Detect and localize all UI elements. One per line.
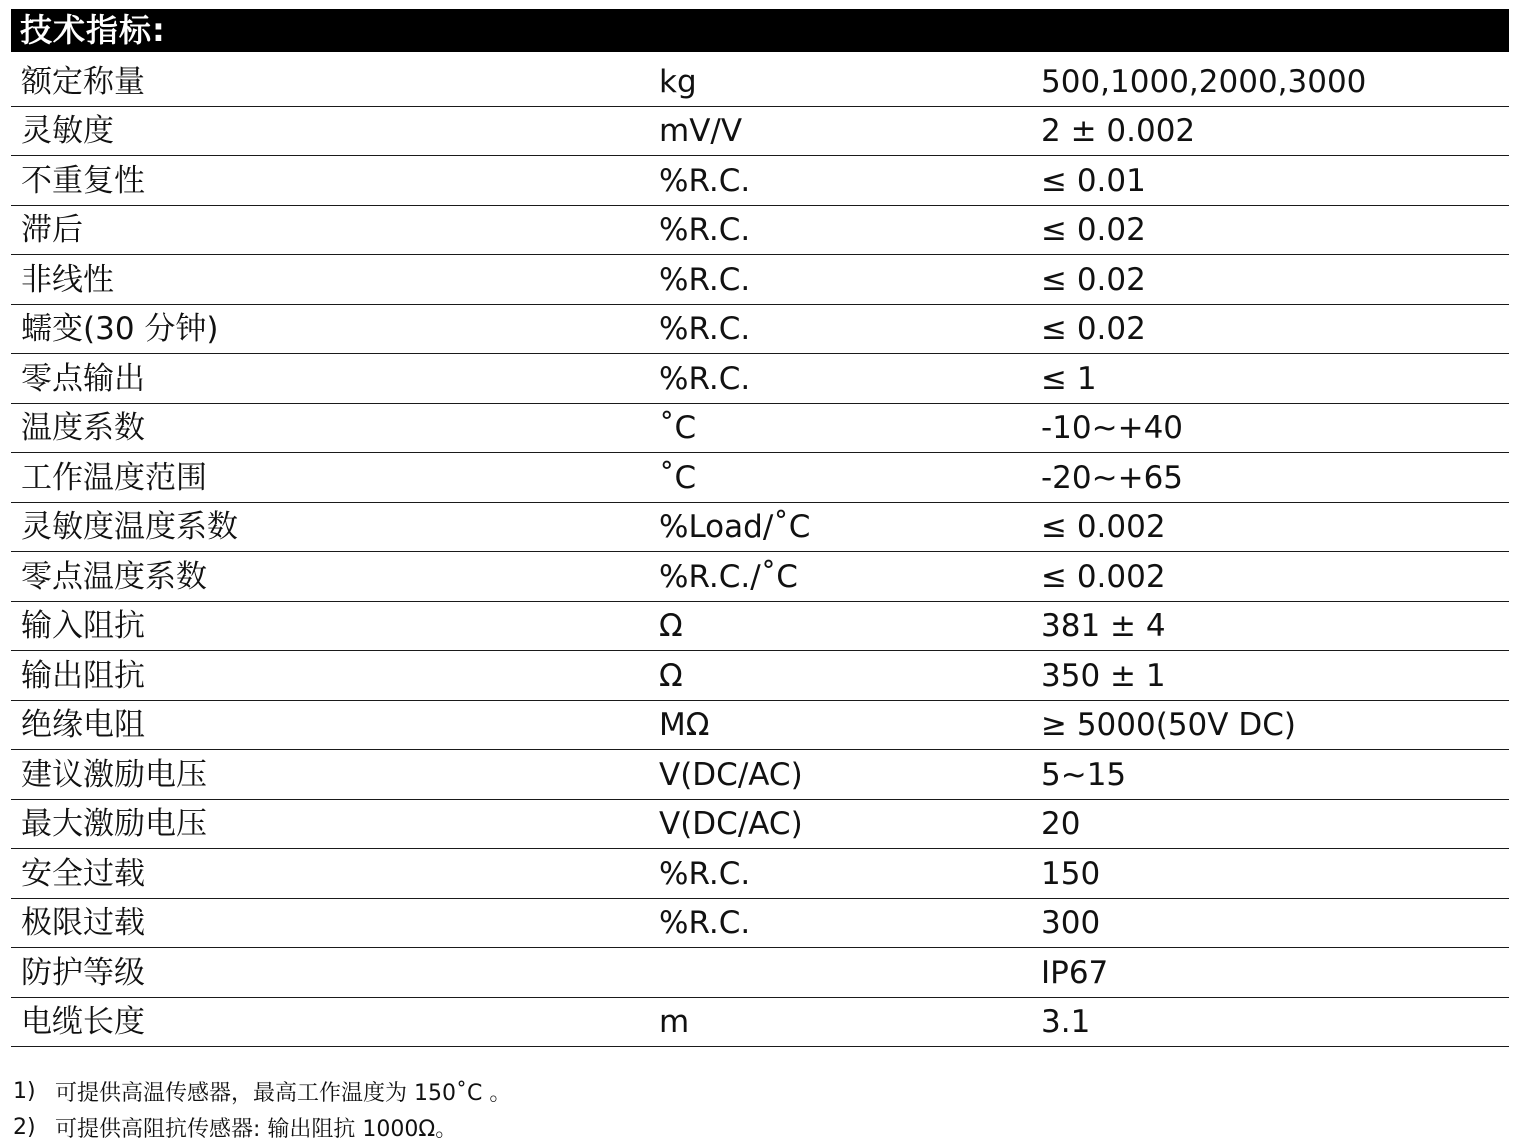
table-row	[11, 255, 1509, 305]
spec-value: 20	[1041, 806, 1081, 843]
spec-unit: %Load/˚C	[659, 509, 811, 546]
spec-unit: mV/V	[659, 113, 743, 150]
footnote-text: 可提供高温传感器，最高工作温度为 150˚C 。	[55, 1080, 512, 1106]
spec-name: 蠕变(30 分钟)	[21, 311, 219, 348]
footnote	[13, 1109, 1413, 1145]
spec-name: 滞后	[21, 212, 83, 249]
spec-name: 灵敏度	[21, 113, 114, 150]
table-row	[11, 107, 1509, 157]
table-row	[11, 156, 1509, 206]
table-row	[11, 899, 1509, 949]
spec-name: 零点温度系数	[21, 558, 207, 595]
table-row	[11, 998, 1509, 1048]
spec-value: 3.1	[1041, 1004, 1091, 1041]
spec-name: 工作温度范围	[21, 459, 207, 496]
spec-unit: V(DC/AC)	[659, 806, 803, 843]
spec-unit: V(DC/AC)	[659, 756, 803, 793]
spec-unit: MΩ	[659, 707, 710, 744]
spec-value: -10~+40	[1041, 410, 1184, 447]
table-row	[11, 453, 1509, 503]
spec-value: 150	[1041, 855, 1101, 892]
spec-unit: m	[659, 1004, 690, 1041]
table-row	[11, 701, 1509, 751]
spec-unit	[650, 971, 1033, 973]
footnote	[13, 1073, 1413, 1109]
table-row	[11, 948, 1509, 998]
spec-unit: ˚C	[659, 459, 697, 496]
spec-name: 建议激励电压	[21, 756, 207, 793]
spec-unit: %R.C.	[659, 905, 751, 942]
spec-name: 零点输出	[21, 360, 145, 397]
spec-unit: %R.C.	[659, 311, 751, 348]
footnote-text: 可提供高阻抗传感器: 输出阻抗 1000Ω。	[55, 1116, 458, 1142]
spec-value: ≤ 0.02	[1041, 212, 1146, 249]
table-row	[11, 651, 1509, 701]
table-row	[11, 206, 1509, 256]
spec-name: 电缆长度	[21, 1004, 145, 1041]
spec-name: 绝缘电阻	[21, 707, 145, 744]
footnote-number: 1)	[13, 1078, 36, 1104]
spec-value: ≤ 0.002	[1041, 558, 1166, 595]
spec-unit: %R.C.	[659, 855, 751, 892]
spec-value: 381 ± 4	[1041, 608, 1166, 645]
spec-value: ≤ 0.02	[1041, 261, 1146, 298]
table-row	[11, 57, 1509, 107]
spec-value: -20~+65	[1041, 459, 1184, 496]
spec-value: ≤ 0.01	[1041, 162, 1146, 199]
spec-value: ≤ 1	[1041, 360, 1097, 397]
spec-name: 灵敏度温度系数	[21, 509, 238, 546]
section-title: 技术指标:	[20, 11, 166, 49]
spec-unit: %R.C.	[659, 261, 751, 298]
spec-unit: Ω	[659, 657, 683, 694]
spec-unit: %R.C.	[659, 212, 751, 249]
table-row	[11, 750, 1509, 800]
spec-value: 2 ± 0.002	[1041, 113, 1196, 150]
spec-value: ≥ 5000(50V DC)	[1041, 707, 1296, 744]
spec-name: 额定称量	[21, 63, 145, 100]
spec-unit: %R.C.	[659, 360, 751, 397]
table-row	[11, 800, 1509, 850]
spec-unit: Ω	[659, 608, 683, 645]
spec-name: 输入阻抗	[21, 608, 145, 645]
spec-value: ≤ 0.002	[1041, 509, 1166, 546]
table-row	[11, 354, 1509, 404]
spec-name: 输出阻抗	[21, 657, 145, 694]
footnote-number: 2)	[13, 1114, 36, 1140]
spec-value: IP67	[1041, 954, 1109, 991]
table-row	[11, 404, 1509, 454]
spec-unit: ˚C	[659, 410, 697, 447]
spec-table	[11, 57, 1509, 1047]
spec-value: ≤ 0.02	[1041, 311, 1146, 348]
spec-unit: %R.C./˚C	[659, 558, 798, 595]
spec-unit: kg	[659, 63, 697, 100]
table-row	[11, 305, 1509, 355]
spec-name: 防护等级	[21, 954, 145, 991]
spec-unit: %R.C.	[659, 162, 751, 199]
spec-value: 300	[1041, 905, 1101, 942]
spec-name: 不重复性	[21, 162, 145, 199]
spec-name: 温度系数	[21, 410, 145, 447]
section-header	[11, 9, 1509, 52]
table-row	[11, 849, 1509, 899]
spec-name: 最大激励电压	[21, 806, 207, 843]
spec-name: 非线性	[21, 261, 114, 298]
table-row	[11, 602, 1509, 652]
spec-value: 500,1000,2000,3000	[1041, 63, 1367, 100]
spec-name: 极限过载	[21, 905, 145, 942]
table-row	[11, 503, 1509, 553]
spec-value: 5~15	[1041, 756, 1127, 793]
spec-value: 350 ± 1	[1041, 657, 1166, 694]
spec-name: 安全过载	[21, 855, 145, 892]
footnotes	[13, 1073, 1413, 1145]
table-row	[11, 552, 1509, 602]
